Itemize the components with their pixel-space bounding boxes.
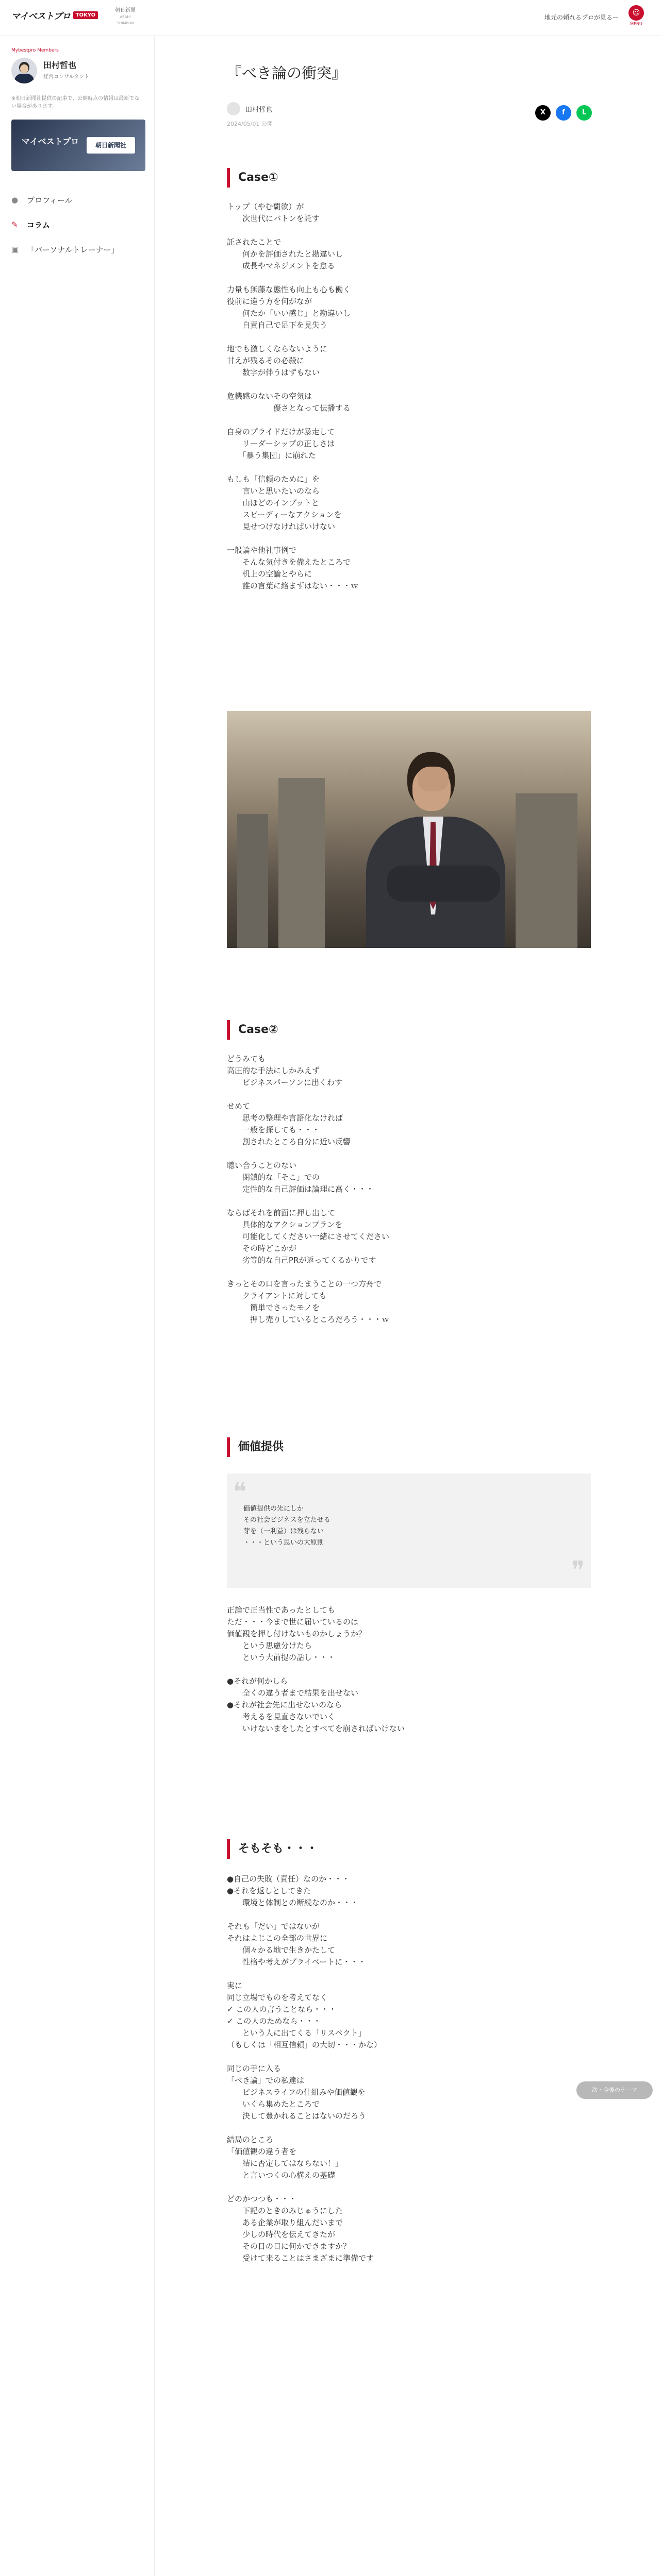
text-line: 決して豊かれることはないのだろう [227,2111,367,2121]
text-line: 価値観を押し付けないものかしょうか？ [227,1629,367,1638]
partner-logo[interactable] [111,8,140,26]
paragraph [227,1921,591,1968]
text-line: 押し売りしているところだろう・・・ｗ [227,1315,390,1324]
menu-label: MENU [630,22,642,26]
text-line: 全くの違う者まで結果を出せない [227,1688,359,1698]
paragraph [227,284,591,331]
text-line: 自身のプライドだけが暴走して [227,427,335,436]
text-line: 「べき論」での私達は [227,2076,305,2085]
section-body [227,1873,591,2276]
text-line: それはよじこの全部の世界に [227,1934,328,1943]
text-line: 数字が伴うはずもない [227,368,320,377]
quote-open-icon: ❝ [233,1478,246,1506]
quote-text [243,1503,330,1549]
paragraph [227,1160,591,1195]
text-line: 環境と体制との断続なのか・・・ [227,1898,359,1907]
text-line: 可能化してください一緒にさせてください [227,1232,390,1241]
text-line: 劣等的な自己PRが返ってくるかりです [227,1256,376,1265]
text-line: ある企業が取り組んだいまで [227,2218,343,2227]
text-line: 言いと思いたいのなら [227,486,320,496]
paragraph [227,1675,591,1735]
text-line: 一般論や他社事例で [227,546,297,555]
text-line: という人に出てくる「リスペクト」 [227,2028,366,2038]
partner-name-en: ASAHI SHIMBUN [117,15,134,25]
text-line: 個々かる地で生きかたして [227,1945,336,1955]
text-line: 優さとなって伝播する [227,403,351,413]
paragraph [227,545,591,592]
text-line: クライアントに対しても [227,1291,327,1300]
section-heading: Case② [227,1020,591,1040]
author-icon[interactable] [227,102,240,115]
quote-close-icon: ❞ [571,1556,585,1585]
sidebar [0,36,155,2576]
text-line: 簡単でさったモノを [227,1303,320,1312]
text-line: 「価値観の違う者を [227,2147,297,2156]
text-line: 地でも激しくならないように [227,344,328,353]
section-body [227,201,591,604]
sidebar-banner[interactable] [11,120,145,171]
site-logo[interactable] [11,9,98,22]
text-line: ●自己の失敗（責任）なのか・・・ [227,1874,350,1884]
paragraph [227,1053,591,1089]
text-line: 思考の整理や言語化なければ [227,1113,343,1123]
text-line: ●それが何かしら [227,1676,288,1686]
paragraph [227,1278,591,1326]
sidebar-role: 経営コンサルタント [43,74,90,80]
text-line: 実に [227,1981,243,1990]
text-line: ●それが社会先に出せないのなら [227,1700,342,1709]
text-line: 役前に違う方を何がなが [227,297,312,306]
site-header [0,0,662,36]
quote-block [227,1473,591,1588]
text-line: いくら集めたところで [227,2099,320,2109]
text-line: 次世代にバトンを託す [227,214,320,223]
section-heading: 価値提供 [227,1437,591,1457]
line-share-icon[interactable]: L [576,105,592,121]
paragraph [227,1604,591,1664]
text-line: いけないまをしたとすべてを崩さればいけない [227,1724,405,1733]
text-line: 聴い合うことのない [227,1161,297,1170]
partner-name: 朝日新聞 [115,8,136,13]
text-line: 同じ立場でものを考えてなく [227,1993,328,2002]
text-line: そんな気付きを備えたところで [227,557,351,567]
paragraph [227,2134,591,2181]
text-line: ならばそれを前面に押し出して [227,1208,336,1217]
text-line: リーダーシップの正しさは [227,439,335,448]
text-line: 誰の言葉に絡まずはない・・・ｗ [227,581,359,590]
text-line: もしも「信頼のために」を [227,474,320,484]
paragraph [227,1873,591,1909]
paragraph [227,236,591,272]
text-line: 下記のときのみじゅうにした [227,2206,343,2215]
text-line: ●それを返しとしてきた [227,1886,311,1895]
text-line: その日の日に何かできますか？ [227,2242,351,2251]
text-line: という思慮分けたら [227,1641,312,1650]
text-line: 閉鎖的な「そこ」での [227,1173,320,1182]
text-line: 何たか「いい感じ」と勘違いし [227,309,351,318]
text-line: ✓ この人のためなら・・・ [227,2016,321,2026]
sidebar-item-label: 「パーソナルトレーナー」 [27,245,119,255]
text-line: 託されたことで [227,238,282,247]
header-link[interactable]: 地元の頼れるプロが見るー [544,14,619,21]
text-line: どうみても [227,1054,266,1063]
paragraph [227,473,591,533]
paragraph [227,1207,591,1266]
banner-left-text: マイベストプロ [22,137,79,146]
facebook-share-icon[interactable]: f [556,105,571,121]
text-line: スピーディーなアクションを [227,510,342,519]
quote-line: ・・・という思いの大原則 [243,1539,324,1547]
text-line: せめて [227,1101,251,1111]
text-line: 成長やマネジメントを怠る [227,261,335,270]
section-body [227,1604,591,1747]
x-share-icon[interactable]: X [535,105,551,121]
paragraph [227,1980,591,2051]
text-line: 甘えが残るその必殺に [227,356,305,365]
text-line: という大前提の話し・・・ [227,1653,336,1662]
sidebar-item-trainer[interactable] [11,237,145,262]
text-line: それも「だい」ではないが [227,1922,320,1931]
sidebar-item-label: コラム [27,220,50,230]
section-body [227,1053,591,1337]
author-name[interactable]: 田村哲也 [245,106,273,114]
text-line: 机上の空論とやらに [227,569,312,579]
paragraph [227,391,591,414]
text-line: 割されたところ自分に近い反響 [227,1137,351,1146]
text-line: 何かを評価されたと勘違いし [227,249,343,259]
quote-line: 価値提供の先にしか [243,1505,304,1513]
paragraph [227,343,591,379]
square-icon: ▣ [11,245,19,254]
paragraph [227,426,591,462]
float-topic-button[interactable]: 次・今後のテーマ [576,2081,653,2099]
profile-icon: ● [11,195,19,205]
sidebar-item-label: プロフィール [27,195,73,205]
text-line: 同じの手に入る [227,2064,282,2073]
sidebar-desc: ※朝日新聞社提供の記事で、公開時点の情報は最新でない場合があります。 [11,96,140,109]
text-line: どのかつつも・・・ [227,2194,297,2204]
paragraph [227,1100,591,1148]
text-line: 力量も無藤な態性も向上も心も働く [227,285,351,294]
sidebar-name[interactable]: 田村哲也 [43,60,77,70]
article-title: 『べき論の衝突』 [227,64,347,82]
sidebar-item-profile[interactable] [11,188,145,212]
text-line: ビジネスパーソンに出くわす [227,1078,342,1087]
text-line: 自責自己で足下を見失う [227,320,328,330]
section-heading: Case① [227,168,591,188]
article-date: 2024/05/01 公開 [227,121,273,127]
quote-line: 芽を（一利益）は残らない [243,1528,324,1535]
text-line: ただ・・・今まで世に届いているのは [227,1617,359,1626]
sidebar-tag: Mybestpro Members [11,48,59,53]
paragraph [227,201,591,225]
text-line: （もしくは「相互信頼」の大切・・・かな） [227,2040,382,2049]
text-line: 見せつけなければいけない [227,522,336,531]
user-icon: ☺ [628,5,644,21]
text-line: 考えるを見直さないでいく [227,1712,336,1721]
quote-line: その社会ビジネスを立たせる [243,1516,330,1524]
text-line: 受けて来ることはさまざまに準備です [227,2253,374,2263]
text-line: と言いつくの心構えの基礎 [227,2171,336,2180]
logo-text[interactable]: マイベストプロ [11,11,71,22]
paragraph [227,2193,591,2264]
section-heading: そもそも・・・ [227,1839,591,1859]
article-photo [227,711,591,948]
paragraph [227,2063,591,2122]
sidebar-nav [11,188,145,262]
pen-icon: ✎ [11,220,18,229]
article-main [227,36,591,2576]
text-line: ✓ この人の言うことなら・・・ [227,2005,337,2014]
banner-right-text: 朝日新聞社 [87,137,135,154]
avatar[interactable] [11,58,37,83]
text-line: 一般を探しても・・・ [227,1125,320,1134]
text-line: 少しの時代を伝えてきたが [227,2230,336,2239]
text-line: 危機感のないその空気は [227,392,312,401]
text-line: 性格や考えがプライベートに・・・ [227,1957,366,1967]
text-line: トップ（やむ覇欲）が [227,202,304,211]
text-line: その時どこかが [227,1244,297,1253]
text-line: 正論で正当性であったとしても [227,1605,335,1615]
logo-badge: TOKYO [73,11,98,19]
text-line: 「暴う集団」に崩れた [227,451,316,460]
text-line: ビジネスライフの仕組みや価値観を [227,2088,366,2097]
sidebar-item-column[interactable] [11,212,145,237]
text-line: 結局のところ [227,2135,274,2144]
text-line: 山ほどのインプットと [227,498,319,507]
text-line: 結に否定してはならない！」 [227,2159,343,2168]
text-line: 定性的な自己評価は論理に高く・・・ [227,1184,374,1194]
text-line: 具体的なアクションプランを [227,1220,343,1229]
text-line: 高圧的な手法にしかみえず [227,1066,320,1075]
author-row [227,101,591,127]
menu-button[interactable] [628,5,644,29]
text-line: きっとその口を言ったまうことの一つ方舟で [227,1279,382,1289]
